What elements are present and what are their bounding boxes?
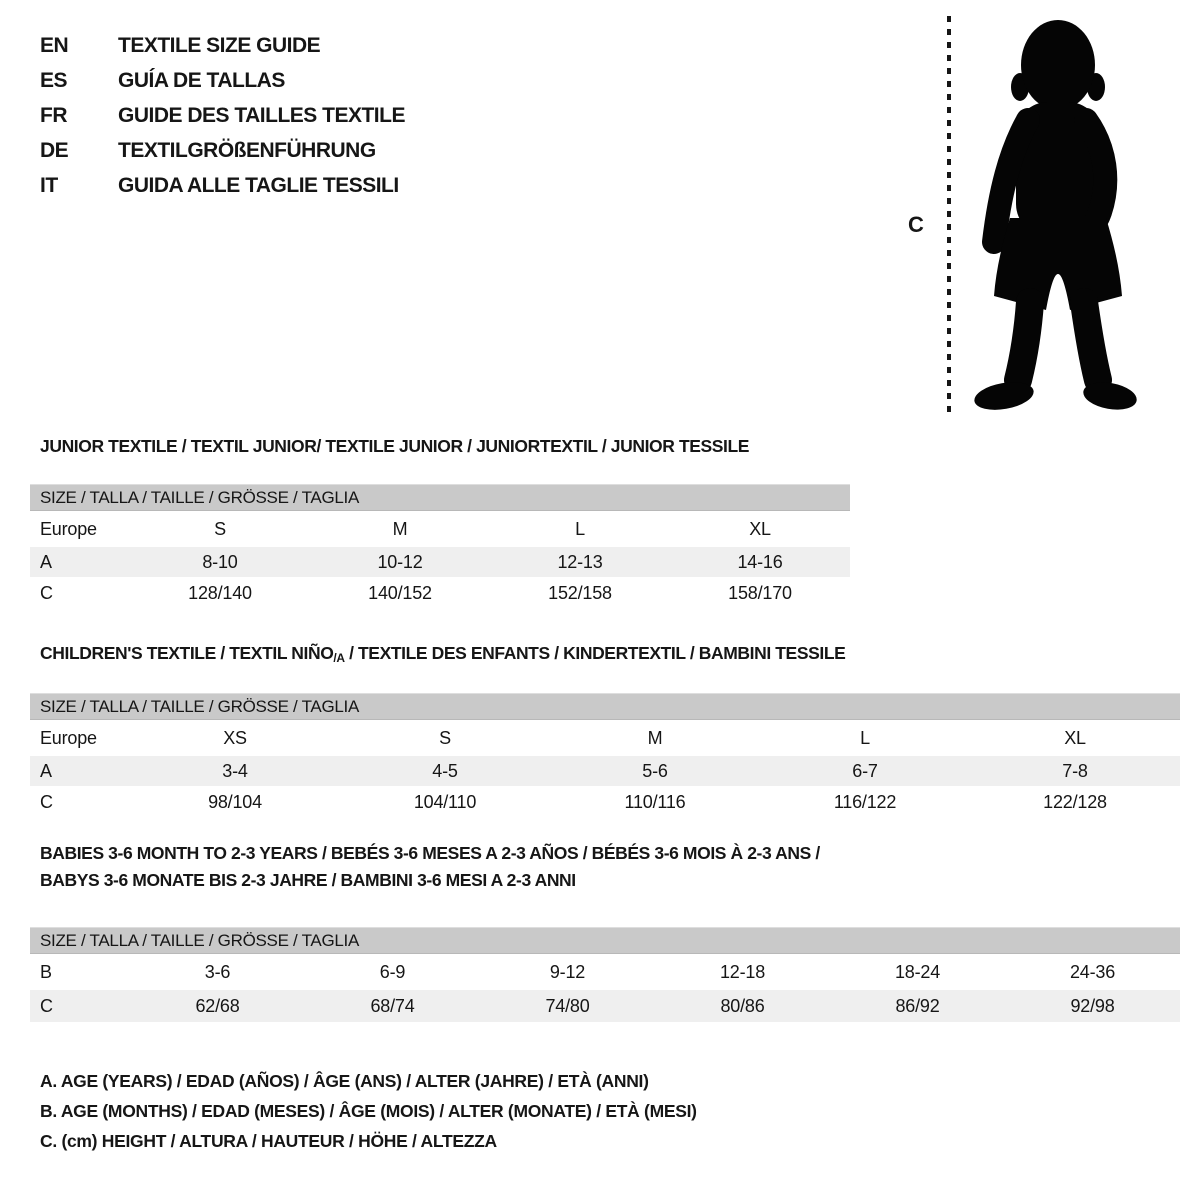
legend-line-c: C. (cm) HEIGHT / ALTURA / HAUTEUR / HÖHE / ALTEZZA bbox=[40, 1130, 497, 1151]
column-header-europe: Europe bbox=[40, 518, 97, 539]
row-label: C bbox=[40, 582, 53, 603]
cell-height: 122/128 bbox=[1043, 791, 1107, 812]
cell-age: 10-12 bbox=[377, 551, 423, 572]
column-header-size: XL bbox=[749, 518, 771, 539]
junior-size-header-bar: SIZE / TALLA / TAILLE / GRÖSSE / TAGLIA bbox=[30, 484, 850, 511]
column-header-size: XL bbox=[1064, 727, 1086, 748]
children-textile-section bbox=[30, 643, 1180, 818]
list-item bbox=[40, 63, 405, 98]
column-header-size: L bbox=[575, 518, 585, 539]
cell-age: 5-6 bbox=[642, 760, 668, 781]
cell-height: 80/86 bbox=[720, 995, 765, 1016]
column-header-size: XS bbox=[223, 727, 247, 748]
cell-months: 3-6 bbox=[204, 961, 231, 982]
language-title-list bbox=[40, 28, 405, 203]
cell-age: 4-5 bbox=[432, 760, 458, 781]
cell-height: 140/152 bbox=[368, 582, 432, 603]
children-size-header-bar: SIZE / TALLA / TAILLE / GRÖSSE / TAGLIA bbox=[30, 693, 1180, 720]
junior-section-title: JUNIOR TEXTILE / TEXTIL JUNIOR/ TEXTILE JUNIOR / JUNIORTEXTIL / JUNIOR TESSILE bbox=[40, 436, 750, 456]
junior-row-height bbox=[30, 577, 850, 609]
cell-height: 104/110 bbox=[413, 791, 477, 812]
list-item bbox=[40, 98, 405, 133]
cell-height: 86/92 bbox=[895, 995, 940, 1016]
column-header-size: M bbox=[392, 518, 408, 539]
junior-textile-section bbox=[30, 436, 850, 609]
language-code: ES bbox=[40, 68, 68, 92]
junior-row-age bbox=[30, 547, 850, 577]
babies-title-line-1: BABIES 3-6 MONTH TO 2-3 YEARS / BEBÉS 3-6 MESES A 2-3 AÑOS / BÉBÉS 3-6 MOIS À 2-3 ANS / bbox=[40, 843, 820, 863]
cell-height: 92/98 bbox=[1070, 995, 1115, 1016]
cell-months: 12-18 bbox=[719, 961, 766, 982]
guide-title: TEXTILE SIZE GUIDE bbox=[118, 33, 321, 57]
children-title-post: / TEXTILE DES ENFANTS / KINDERTEXTIL / BAMBINI TESSILE bbox=[344, 643, 846, 663]
cell-age: 12-13 bbox=[557, 551, 603, 572]
column-header-size: L bbox=[860, 727, 870, 748]
cell-height: 116/122 bbox=[833, 791, 897, 812]
babies-size-header-bar: SIZE / TALLA / TAILLE / GRÖSSE / TAGLIA bbox=[30, 927, 1180, 954]
list-item bbox=[40, 168, 405, 203]
height-measure-label: C bbox=[908, 212, 924, 237]
language-code: FR bbox=[40, 103, 67, 127]
row-label: C bbox=[40, 995, 53, 1016]
children-section-title bbox=[40, 643, 1180, 665]
cell-months: 18-24 bbox=[894, 961, 941, 982]
babies-row-height bbox=[30, 990, 1180, 1022]
row-label: A bbox=[40, 760, 52, 781]
column-header-size: S bbox=[214, 518, 226, 539]
height-dashed-line bbox=[947, 16, 951, 416]
column-header-europe: Europe bbox=[40, 727, 97, 748]
language-code: DE bbox=[40, 138, 69, 162]
cell-height: 110/116 bbox=[624, 791, 686, 812]
cell-age: 6-7 bbox=[852, 760, 878, 781]
children-title-pre: CHILDREN'S TEXTILE / TEXTIL NIÑO bbox=[40, 643, 334, 663]
babies-textile-section bbox=[30, 840, 1180, 1022]
row-label: C bbox=[40, 791, 53, 812]
baby-silhouette-icon bbox=[958, 12, 1150, 418]
guide-title: GUÍA DE TALLAS bbox=[118, 68, 285, 92]
babies-row-months bbox=[30, 954, 1180, 990]
column-header-size: M bbox=[647, 727, 663, 748]
junior-column-header-row bbox=[30, 511, 850, 547]
cell-months: 6-9 bbox=[379, 961, 406, 982]
guide-title: GUIDE DES TAILLES TEXTILE bbox=[118, 103, 405, 127]
measurement-legend bbox=[40, 1066, 697, 1156]
cell-age: 8-10 bbox=[202, 551, 238, 572]
cell-height: 68/74 bbox=[370, 995, 415, 1016]
cell-age: 3-4 bbox=[222, 760, 248, 781]
cell-height: 128/140 bbox=[188, 582, 252, 603]
guide-title: TEXTILGRÖßENFÜHRUNG bbox=[118, 138, 376, 162]
language-code: EN bbox=[40, 33, 69, 57]
row-label: B bbox=[40, 961, 52, 982]
list-item bbox=[40, 133, 405, 168]
language-code: IT bbox=[40, 173, 58, 197]
cell-months: 24-36 bbox=[1069, 961, 1116, 982]
guide-title: GUIDA ALLE TAGLIE TESSILI bbox=[118, 173, 399, 197]
children-row-height bbox=[30, 786, 1180, 818]
list-item bbox=[40, 28, 405, 63]
column-header-size: S bbox=[439, 727, 451, 748]
children-title-sub: /A bbox=[333, 651, 345, 665]
cell-height: 98/104 bbox=[208, 791, 262, 812]
cell-height: 74/80 bbox=[545, 995, 590, 1016]
legend-line-b: B. AGE (MONTHS) / EDAD (MESES) / ÂGE (MOIS) / ALTER (MONATE) / ETÀ (MESI) bbox=[40, 1100, 697, 1121]
cell-age: 7-8 bbox=[1062, 760, 1088, 781]
cell-months: 9-12 bbox=[549, 961, 586, 982]
cell-age: 14-16 bbox=[737, 551, 783, 572]
cell-height: 158/170 bbox=[728, 582, 792, 603]
children-row-age bbox=[30, 756, 1180, 786]
cell-height: 62/68 bbox=[195, 995, 240, 1016]
cell-height: 152/158 bbox=[548, 582, 612, 603]
babies-section-title bbox=[30, 840, 1180, 894]
legend-line-a: A. AGE (YEARS) / EDAD (AÑOS) / ÂGE (ANS) / ALTER (JAHRE) / ETÀ (ANNI) bbox=[40, 1070, 649, 1091]
children-column-header-row bbox=[30, 720, 1180, 756]
babies-title-line-2: BABYS 3-6 MONATE BIS 2-3 JAHRE / BAMBINI 3-6 MESI A 2-3 ANNI bbox=[40, 870, 576, 890]
row-label: A bbox=[40, 551, 52, 572]
